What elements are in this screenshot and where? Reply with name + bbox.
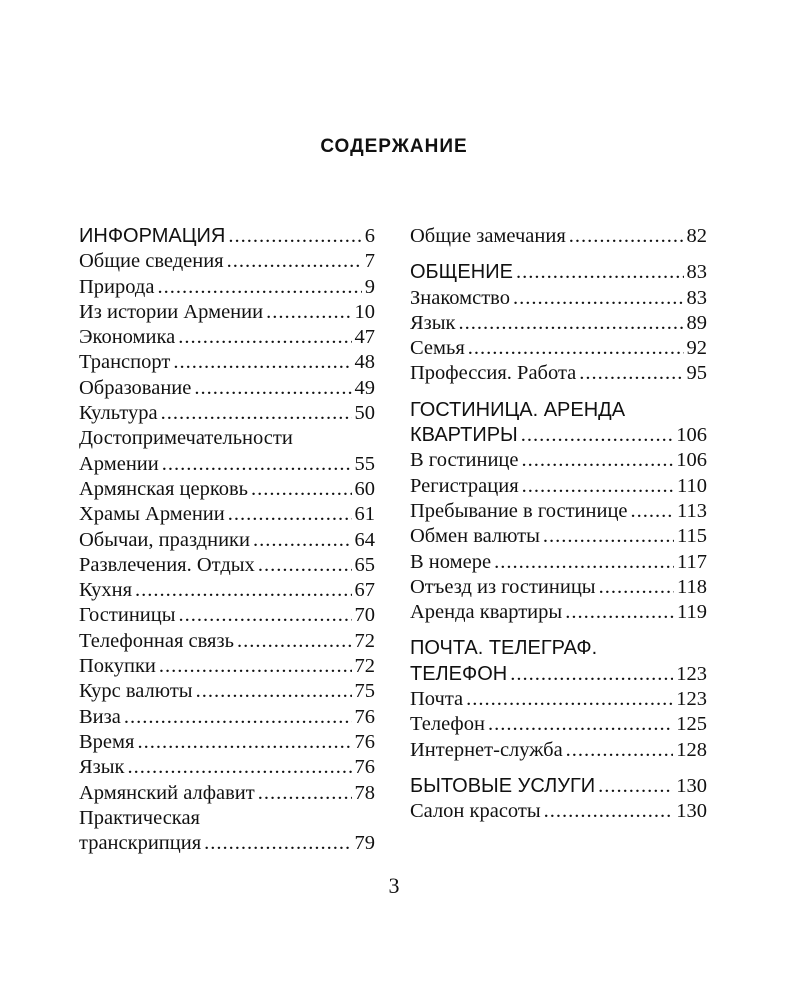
toc-entry-page: 50: [354, 402, 375, 425]
toc-entry-label: БЫТОВЫЕ УСЛУГИ: [410, 774, 596, 797]
toc-entry-page: 113: [677, 499, 707, 522]
toc-right-column: [410, 224, 707, 825]
dot-leader: [253, 528, 352, 553]
dot-leader: [196, 679, 352, 704]
toc-entry-page: 75: [354, 680, 375, 703]
toc-entry-page: 123: [676, 688, 707, 711]
toc-entry-label: Телефон: [410, 713, 485, 736]
dot-leader: [488, 712, 673, 737]
dot-leader: [599, 575, 674, 600]
toc-entry-label-line: Достопримечательности: [79, 427, 293, 450]
toc-entry[interactable]: [79, 654, 375, 679]
dot-leader: [157, 275, 361, 300]
toc-entry[interactable]: [79, 249, 375, 274]
toc-entry-page: 106: [676, 449, 707, 472]
toc-entry-label: В номере: [410, 550, 492, 573]
toc-entry[interactable]: [410, 224, 707, 249]
toc-entry-page: 119: [677, 601, 707, 624]
toc-entry[interactable]: [410, 448, 707, 473]
toc-entry[interactable]: [410, 687, 707, 712]
dot-leader: [173, 350, 351, 375]
toc-entry-page: 72: [354, 629, 375, 652]
toc-entry-label-line: Практическая: [79, 806, 200, 829]
toc-entry-section[interactable]: [410, 260, 707, 285]
toc-entry-label: транскрипция: [79, 832, 202, 855]
dot-leader: [179, 603, 352, 628]
toc-entry-label: Храмы Армении: [79, 503, 225, 526]
dot-leader: [137, 730, 351, 755]
toc-entry[interactable]: [79, 300, 375, 325]
toc-entry-label: ОБЩЕНИЕ: [410, 261, 513, 284]
toc-entry-label: Культура: [79, 402, 158, 425]
toc-entry-label: Развлечения. Отдых: [79, 553, 255, 576]
toc-entry-page: 123: [676, 662, 707, 685]
dot-leader: [135, 578, 351, 603]
toc-entry-page: 6: [364, 225, 375, 247]
toc-entry-label: Общие замечания: [410, 225, 566, 247]
dot-leader: [522, 474, 674, 499]
dot-leader: [631, 499, 674, 524]
toc-entry-page: 79: [354, 832, 375, 855]
toc-entry-label: Кухня: [79, 579, 133, 602]
toc-entry-page: 60: [354, 477, 375, 500]
toc-entry-label: Армянская церковь: [79, 477, 249, 500]
toc-entry-label: Обычаи, праздники: [79, 528, 250, 551]
page-title: СОДЕРЖАНИЕ: [320, 136, 468, 157]
toc-entry-page: 95: [686, 362, 707, 385]
dot-leader: [569, 224, 684, 249]
toc-entry-label: Армении: [79, 452, 159, 475]
toc-entry-page: 92: [686, 337, 707, 360]
toc-entry-page: 67: [354, 579, 375, 602]
toc-entry-page: 61: [354, 503, 375, 526]
dot-leader: [598, 774, 673, 799]
dot-leader: [579, 361, 683, 386]
dot-leader: [237, 629, 352, 654]
dot-leader: [161, 401, 352, 426]
toc-entry[interactable]: [79, 401, 375, 426]
toc-left-column: [79, 224, 375, 856]
toc-entry-label: ТЕЛЕФОН: [410, 662, 508, 685]
toc-entry-label: Образование: [79, 376, 192, 399]
toc-entry-label: Виза: [79, 705, 121, 728]
toc-entry-section[interactable]: [410, 662, 707, 687]
toc-entry-page: 130: [676, 774, 707, 797]
toc-entry[interactable]: [79, 705, 375, 730]
dot-leader: [251, 477, 351, 502]
dot-leader: [494, 550, 674, 575]
toc-entry[interactable]: [79, 528, 375, 553]
toc-entry-label: Семья: [410, 337, 465, 360]
page-number: 3: [388, 873, 400, 898]
toc-entry-label: Гостиницы: [79, 604, 176, 627]
toc-entry-label: Обмен валюты: [410, 525, 540, 548]
toc-entry[interactable]: [79, 275, 375, 300]
dot-leader: [258, 781, 352, 806]
toc-entry-label: Язык: [79, 756, 125, 779]
toc-entry-label: Телефонная связь: [79, 629, 234, 652]
toc-entry[interactable]: [410, 286, 707, 311]
toc-entry-page: 76: [354, 730, 375, 753]
toc-entry[interactable]: [410, 499, 707, 524]
dot-leader: [516, 260, 684, 285]
toc-entry-page: 128: [676, 738, 707, 761]
toc-entry-label: Транспорт: [79, 351, 171, 374]
toc-entry[interactable]: [410, 550, 707, 575]
toc-entry-page: 64: [354, 528, 375, 551]
toc-entry-page: 125: [676, 713, 707, 736]
toc-entry[interactable]: [410, 799, 707, 824]
toc-entry-label: Время: [79, 730, 135, 753]
toc-entry-page: 65: [354, 553, 375, 576]
toc-entry[interactable]: [79, 603, 375, 628]
toc-entry[interactable]: [79, 452, 375, 477]
toc-entry[interactable]: [410, 600, 707, 625]
toc-entry-page: 106: [676, 424, 707, 447]
toc-entry-page: 110: [677, 474, 707, 497]
toc-entry-label: Природа: [79, 275, 155, 298]
dot-leader: [466, 687, 673, 712]
toc-entry-label: ИНФОРМАЦИЯ: [79, 225, 226, 247]
toc-entry-page: 115: [677, 525, 707, 548]
dot-leader: [468, 336, 684, 361]
toc-entry[interactable]: [79, 578, 375, 603]
dot-leader: [522, 448, 674, 473]
toc-entry-label: Курс валюты: [79, 680, 193, 703]
dot-leader: [513, 286, 684, 311]
toc-entry-label: Язык: [410, 311, 456, 334]
toc-entry-page: 78: [354, 781, 375, 804]
toc-entry[interactable]: [410, 336, 707, 361]
toc-entry[interactable]: [79, 831, 375, 856]
toc-entry-page: 72: [354, 655, 375, 678]
toc-entry-label: Регистрация: [410, 474, 519, 497]
dot-leader: [204, 831, 351, 856]
dot-leader: [228, 224, 361, 249]
toc-entry-page: 49: [354, 376, 375, 399]
toc-entry-page: 83: [686, 261, 707, 284]
toc-entry-label: Почта: [410, 688, 464, 711]
toc-entry-page: 76: [354, 705, 375, 728]
dot-leader: [162, 452, 352, 477]
toc-entry-section[interactable]: [410, 774, 707, 799]
toc-entry[interactable]: [410, 474, 707, 499]
dot-leader: [128, 755, 352, 780]
toc-entry-page: 10: [354, 300, 375, 323]
toc-entry-page: 55: [354, 452, 375, 475]
dot-leader: [565, 600, 674, 625]
toc-entry[interactable]: [79, 477, 375, 502]
toc-entry-label: КВАРТИРЫ: [410, 424, 518, 447]
dot-leader: [566, 738, 674, 763]
toc-entry-label: Пребывание в гостинице: [410, 499, 628, 522]
dot-leader: [178, 325, 351, 350]
dot-leader: [124, 705, 352, 730]
toc-section-heading-line: ПОЧТА. ТЕЛЕГРАФ.: [410, 637, 598, 660]
toc-entry-page: 130: [676, 800, 707, 823]
dot-leader: [194, 376, 351, 401]
toc-entry-label: Из истории Армении: [79, 300, 264, 323]
toc-entry[interactable]: [410, 311, 707, 336]
dot-leader: [544, 799, 674, 824]
toc-entry-page: 9: [364, 275, 375, 298]
toc-entry-label: Знакомство: [410, 286, 510, 309]
toc-entry[interactable]: [79, 629, 375, 654]
toc-entry-page: 83: [686, 286, 707, 309]
dot-leader: [266, 300, 351, 325]
toc-entry-label: Армянский алфавит: [79, 781, 255, 804]
dot-leader: [227, 249, 362, 274]
toc-entry-page: 117: [677, 550, 707, 573]
toc-entry-label: Общие сведения: [79, 250, 224, 273]
toc-entry-page: 118: [677, 575, 707, 598]
dot-leader: [521, 423, 674, 448]
dot-leader: [228, 502, 352, 527]
toc-entry[interactable]: [79, 781, 375, 806]
toc-entry-label: Отъезд из гостиницы: [410, 575, 596, 598]
toc-entry-page: 82: [686, 225, 707, 247]
toc-entry[interactable]: [79, 679, 375, 704]
toc-entry[interactable]: [410, 712, 707, 737]
toc-entry[interactable]: [410, 738, 707, 763]
toc-entry[interactable]: [79, 730, 375, 755]
toc-entry[interactable]: [410, 524, 707, 549]
toc-section-heading-line: ГОСТИНИЦА. АРЕНДА: [410, 398, 626, 421]
dot-leader: [510, 662, 673, 687]
toc-entry-label: Салон красоты: [410, 800, 541, 823]
dot-leader: [543, 524, 674, 549]
dot-leader: [459, 311, 684, 336]
dot-leader: [258, 553, 352, 578]
toc-entry[interactable]: [410, 361, 707, 386]
toc-entry-section[interactable]: [79, 224, 375, 249]
toc-entry[interactable]: [79, 553, 375, 578]
toc-entry-page: 89: [686, 311, 707, 334]
toc-entry-label: В гостинице: [410, 449, 519, 472]
toc-entry-label: Профессия. Работа: [410, 362, 577, 385]
toc-entry[interactable]: [79, 502, 375, 527]
toc-entry-page: 76: [354, 756, 375, 779]
toc-entry-label: Аренда квартиры: [410, 601, 563, 624]
toc-entry[interactable]: [79, 350, 375, 375]
dot-leader: [159, 654, 352, 679]
toc-entry-label: Экономика: [79, 326, 176, 349]
toc-entry[interactable]: [79, 376, 375, 401]
toc-entry-section[interactable]: [410, 423, 707, 448]
toc-entry[interactable]: [79, 325, 375, 350]
toc-entry-page: 47: [354, 326, 375, 349]
toc-entry-label: Покупки: [79, 655, 156, 678]
toc-entry-page: 7: [364, 250, 375, 273]
toc-entry-page: 48: [354, 351, 375, 374]
toc-entry[interactable]: [410, 575, 707, 600]
toc-entry[interactable]: [79, 755, 375, 780]
toc-entry-label: Интернет-служба: [410, 738, 563, 761]
toc-entry-page: 70: [354, 604, 375, 627]
